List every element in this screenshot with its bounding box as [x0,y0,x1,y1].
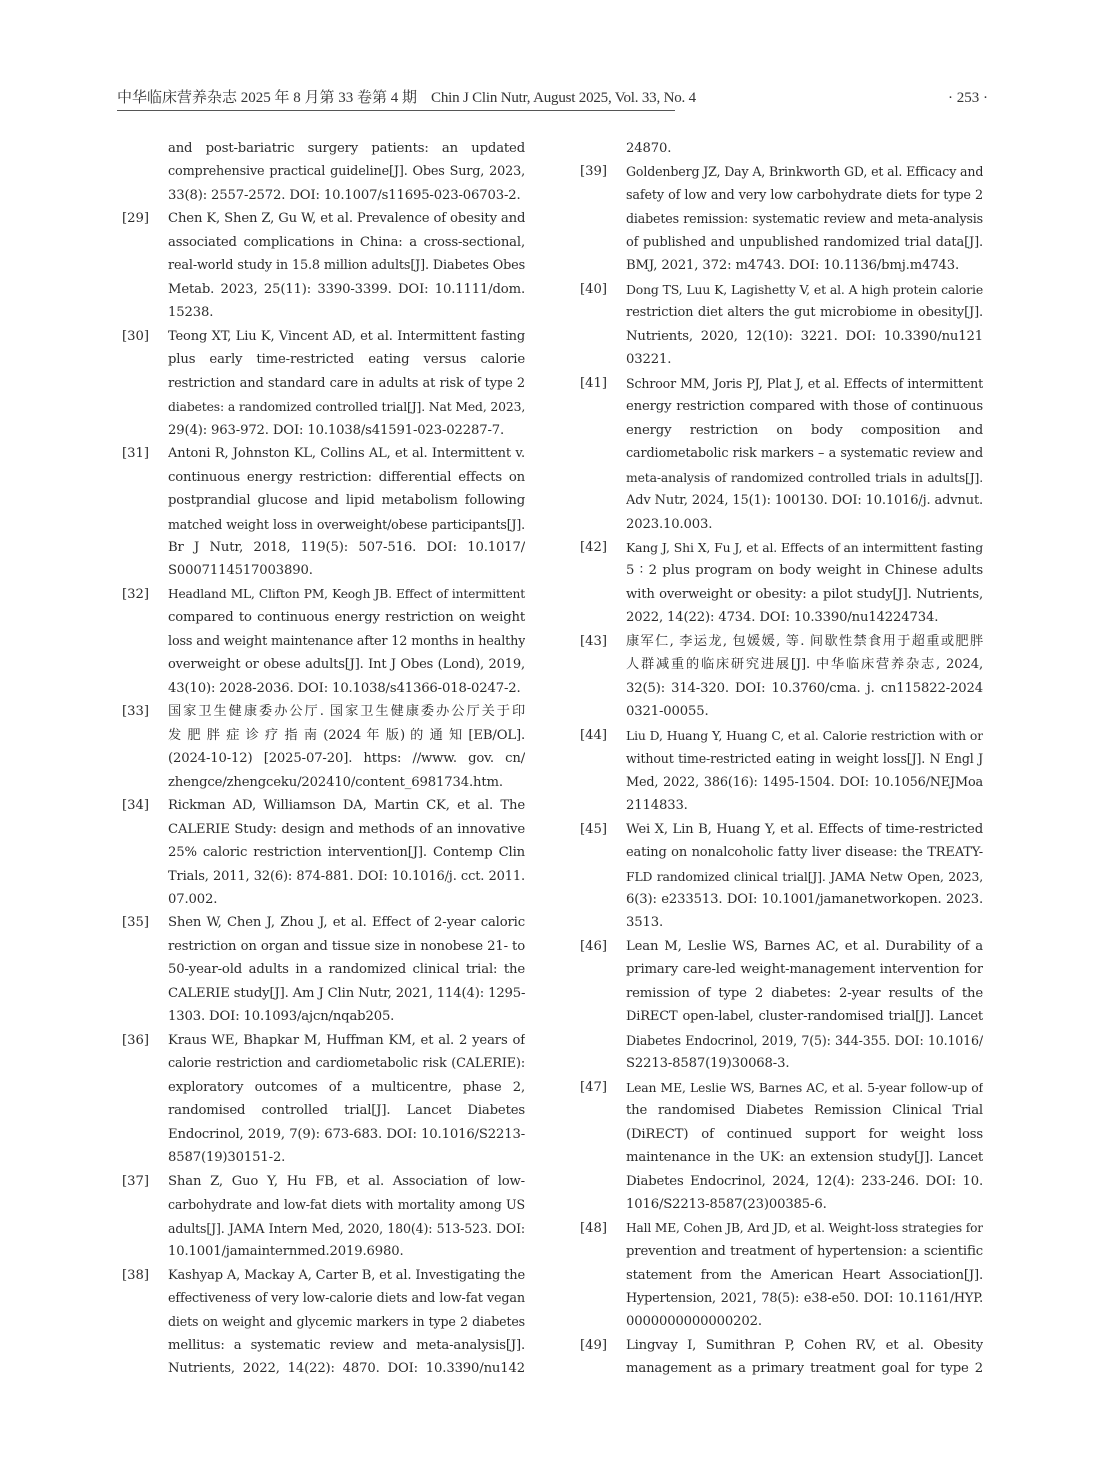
reference-text [168,911,525,1028]
reference-line: mellitus: a systematic review and meta-analysis[J]. [168,1337,525,1353]
reference-line: 3513. [626,915,664,931]
reference-text [626,372,983,536]
reference-entry [580,372,983,536]
reference-entry [580,1217,983,1334]
reference-entry [580,1334,983,1381]
reference-line: remission of type 2 diabetes: 2-year results of the [626,985,983,1001]
reference-text [168,700,525,794]
reference-line: 康军仁, 李运龙, 包媛媛, 等. 间歇性禁食用于超重或肥胖 [626,633,983,649]
reference-line: overweight or obese adults[J]. Int J Obes (Lond), 2019, [168,657,525,673]
reference-entry [122,442,525,583]
reference-line: Headland ML, Clifton PM, Keogh JB. Effect of intermittent [168,586,525,601]
reference-number: [37] [122,1173,150,1189]
reference-line: Liu D, Huang Y, Huang C, et al. Calorie restriction with or [626,727,983,743]
reference-number: [35] [122,915,150,931]
reference-line: 10.1001/jamainternmed.2019.6980. [168,1244,404,1260]
reference-line: 发 肥 胖 症 诊 疗 指 南 (2024 年 版) 的 通 知 [EB/OL]. [168,727,525,743]
reference-line: S2213-8587(19)30068-3. [626,1056,790,1072]
reference-line: Dong TS, Luu K, Lagishetty V, et al. A high protein calorie [626,281,983,297]
reference-text [168,583,525,700]
reference-text [626,536,983,630]
reference-number: [34] [122,798,150,814]
reference-line: 8587(19)30151-2. [168,1150,286,1166]
reference-line: 2114833. [626,798,688,814]
reference-line: (DiRECT) of continued support for weight loss [626,1126,983,1142]
reference-line: 50-year-old adults in a randomized clinical trial: the [168,962,525,978]
reference-line: 25% caloric restriction intervention[J]. Contemp Clin [168,845,525,861]
reference-line: maintenance in the UK: an extension study[J]. Lancet [626,1150,983,1166]
reference-line: Goldenberg JZ, Day A, Brinkworth GD, et al. Efficacy and [626,164,983,180]
reference-line: Endocrinol, 2019, 7(9): 673-683. DOI: 10.1016/S2213- [168,1126,525,1142]
reference-line: matched weight loss in overweight/obese participants[J]. [168,516,525,532]
reference-entry [580,278,983,372]
reference-line: prevention and treatment of hypertension: a scientific [626,1244,983,1260]
reference-number: [44] [580,727,608,743]
reference-line: Teong XT, Liu K, Vincent AD, et al. Intermittent fasting [168,328,525,344]
reference-entry [580,137,983,160]
reference-entry [122,1029,525,1170]
reference-number: [46] [580,938,608,954]
reference-column-right [580,137,983,1381]
reference-line: 6(3): e233513. DOI: 10.1001/jamanetworkopen. 2023. [626,892,983,907]
reference-line: real-world study in 15.8 million adults[J]. Diabetes Obes [168,258,525,274]
reference-line: Antoni R, Johnston KL, Collins AL, et al. Intermittent v. [168,446,525,462]
reference-line: Rickman AD, Williamson DA, Martin CK, et al. The [168,798,525,814]
reference-entry [122,325,525,442]
reference-line: randomised controlled trial[J]. Lancet Diabetes [168,1103,525,1119]
reference-line: Hypertension, 2021, 78(5): e38-e50. DOI: 10.1161/HYP. [626,1290,983,1306]
reference-text [626,160,983,277]
reference-text [168,1170,525,1264]
reference-line: 43(10): 2028-2036. DOI: 10.1038/s41366-018-0247-2. [168,680,521,696]
reference-line: S0007114517003890. [168,563,313,579]
reference-line: 0000000000000202. [626,1314,762,1330]
reference-entry [122,700,525,794]
reference-line: meta-analysis of randomized controlled trials in adults[J]. [626,469,983,485]
reference-number: [33] [122,704,150,720]
reference-text [168,794,525,911]
reference-line: 33(8): 2557-2572. DOI: 10.1007/s11695-023-06703-2. [168,187,521,203]
reference-entry [580,724,983,818]
reference-line: energy restriction compared with those of continuous [626,399,983,415]
reference-line: eating on nonalcoholic fatty liver disease: the TREATY- [626,845,983,861]
reference-line: Trials, 2011, 32(6): 874-881. DOI: 10.1016/j. cct. 2011. [168,868,525,884]
reference-entry [122,137,525,207]
page-number: · 253 · [948,90,988,106]
reference-text [168,1029,525,1170]
reference-line: 24870. [626,141,672,156]
reference-entry [122,794,525,911]
reference-line: CALERIE Study: design and methods of an innovative [168,821,525,837]
reference-line: DiRECT open-label, cluster-randomised trial[J]. Lancet [626,1009,983,1025]
reference-line: Nutrients, 2020, 12(10): 3221. DOI: 10.3390/nu121 [626,328,983,344]
reference-number: [30] [122,328,150,344]
reference-line: effectiveness of very low-calorie diets and low-fat vegan [168,1290,525,1306]
reference-line: restriction diet alters the gut microbiome in obesity[J]. [626,305,983,321]
reference-line: and post-bariatric surgery patients: an updated [168,141,525,156]
reference-line: compared to continuous energy restriction on weight [168,610,525,626]
reference-line: 1016/S2213-8587(23)00385-6. [626,1197,827,1213]
reference-line: continuous energy restriction: differential effects on [168,469,525,485]
reference-line: Diabetes Endocrinol, 2019, 7(5): 344-355. DOI: 10.1016/ [626,1032,983,1048]
reference-line: 07.002. [168,892,218,907]
reference-text [626,1076,983,1217]
reference-text [626,935,983,1076]
reference-entry [122,583,525,700]
reference-line: Kashyap A, Mackay A, Carter B, et al. Investigating the [168,1267,525,1283]
reference-text [626,630,983,724]
reference-number: [36] [122,1032,150,1048]
reference-line: the randomised Diabetes Remission Clinical Trial [626,1103,983,1119]
reference-line: of published and unpublished randomized trial data[J]. [626,234,983,250]
reference-entry [580,935,983,1076]
reference-text [168,442,525,583]
reference-text [626,278,983,372]
reference-line: diabetes: a randomized controlled trial[J]. Nat Med, 2023, [168,399,525,415]
reference-line: FLD randomized clinical trial[J]. JAMA Netw Open, 2023, [626,868,983,884]
reference-line: restriction on organ and tissue size in nonobese 21- to [168,938,525,954]
reference-entry [580,1076,983,1217]
reference-line: with overweight or obesity: a pilot study[J]. Nutrients, [626,586,983,602]
reference-number: [49] [580,1337,608,1353]
reference-line: 15238. [168,305,214,321]
reference-line: zhengce/zhengceku/202410/content_6981734.htm. [168,774,503,790]
reference-line: safety of low and very low carbohydrate diets for type 2 [626,187,983,203]
reference-text [626,724,983,818]
reference-line: carbohydrate and low-fat diets with mortality among US [168,1197,525,1213]
running-header [117,88,696,111]
reference-entry [580,536,983,630]
reference-line: calorie restriction and cardiometabolic risk (CALERIE): [168,1056,525,1072]
reference-line: Adv Nutr, 2024, 15(1): 100130. DOI: 10.1016/j. advnut. [626,493,983,509]
reference-number: [38] [122,1267,150,1283]
reference-line: statement from the American Heart Association[J]. [626,1267,983,1283]
reference-line: 国家卫生健康委办公厅. 国家卫生健康委办公厅关于印 [168,704,525,720]
reference-line: Br J Nutr, 2018, 119(5): 507-516. DOI: 10.1017/ [168,539,525,555]
reference-line: restriction and standard care in adults at risk of type 2 [168,375,525,391]
reference-line: primary care-led weight-management intervention for [626,962,983,978]
reference-line: Chen K, Shen Z, Gu W, et al. Prevalence of obesity and [168,211,525,227]
reference-text [626,137,983,160]
reference-text [168,207,525,324]
reference-line: Lean ME, Leslie WS, Barnes AC, et al. 5-year follow-up of [626,1079,983,1095]
reference-number: [41] [580,375,608,391]
reference-line: Nutrients, 2022, 14(22): 4870. DOI: 10.3390/nu142 [168,1361,525,1377]
reference-text [626,1334,983,1381]
reference-line: Shen W, Chen J, Zhou J, et al. Effect of 2-year caloric [168,915,525,931]
reference-text [626,1217,983,1334]
reference-number: [39] [580,164,608,180]
reference-line: Metab. 2023, 25(11): 3390-3399. DOI: 10.1111/dom. [168,281,525,297]
reference-entry [580,160,983,277]
reference-number: [48] [580,1220,608,1236]
reference-line: (2024-10-12) [2025-07-20]. https: //www. gov. cn/ [168,751,525,767]
reference-line: 2022, 14(22): 4734. DOI: 10.3390/nu14224734. [626,610,939,626]
reference-entry [122,1264,525,1381]
reference-number: [42] [580,539,608,555]
reference-entry [122,911,525,1028]
reference-entry [580,818,983,935]
journal-title-en: Chin J Clin Nutr, August 2025, Vol. 33, No. 4 [431,90,696,106]
reference-line: 1303. DOI: 10.1093/ajcn/nqab205. [168,1009,395,1025]
reference-line: 29(4): 963-972. DOI: 10.1038/s41591-023-02287-7. [168,422,505,438]
reference-line: cardiometabolic risk markers – a systematic review and [626,446,983,462]
reference-line: 2023.10.003. [626,516,713,532]
reference-number: [45] [580,821,608,837]
reference-line: 0321-00055. [626,704,709,720]
reference-line: diabetes remission: systematic review and meta-analysis [626,211,983,227]
reference-line: Lingvay I, Sumithran P, Cohen RV, et al. Obesity [626,1337,983,1353]
reference-line: 03221. [626,352,672,368]
reference-entry [580,630,983,724]
reference-line: Lean M, Leslie WS, Barnes AC, et al. Durability of a [626,938,983,954]
reference-number: [32] [122,586,150,602]
reference-line: exploratory outcomes of a multicentre, phase 2, [168,1079,525,1095]
reference-number: [31] [122,446,150,462]
reference-line: diets on weight and glycemic markers in type 2 diabetes [168,1314,525,1330]
reference-line: plus early time-restricted eating versus calorie [168,352,525,368]
reference-line: CALERIE study[J]. Am J Clin Nutr, 2021, 114(4): 1295- [168,985,525,1001]
reference-line: BMJ, 2021, 372: m4743. DOI: 10.1136/bmj.m4743. [626,258,960,274]
reference-column-left [122,137,525,1381]
reference-line: without time-restricted eating in weight loss[J]. N Engl J [626,751,983,767]
reference-line: energy restriction on body composition and [626,422,983,438]
reference-number: [47] [580,1079,608,1095]
reference-line: 5 ∶ 2 plus program on body weight in Chinese adults [626,563,983,579]
reference-line: associated complications in China: a cross-sectional, [168,234,525,250]
reference-text [168,1264,525,1381]
reference-line: management as a primary treatment goal for type 2 [626,1361,983,1377]
reference-line: Diabetes Endocrinol, 2024, 12(4): 233-246. DOI: 10. [626,1173,983,1189]
reference-text [168,137,525,207]
reference-line: 32(5): 314-320. DOI: 10.3760/cma. j. cn115822-2024 [626,680,983,696]
reference-line: Schroor MM, Joris PJ, Plat J, et al. Effects of intermittent [626,375,983,391]
reference-line: Kraus WE, Bhapkar M, Huffman KM, et al. 2 years of [168,1032,525,1048]
reference-entry [122,207,525,324]
reference-line: Hall ME, Cohen JB, Ard JD, et al. Weight-loss strategies for [626,1220,983,1235]
reference-text [168,325,525,442]
reference-number: [40] [580,281,608,297]
reference-line: adults[J]. JAMA Intern Med, 2020, 180(4): 513-523. DOI: [168,1220,525,1236]
reference-line: comprehensive practical guideline[J]. Obes Surg, 2023, [168,164,525,180]
journal-title-cn: 中华临床营养杂志 2025 年 8 月第 33 卷第 4 期 [117,90,418,106]
reference-line: Wei X, Lin B, Huang Y, et al. Effects of time-restricted [626,821,983,837]
reference-text [626,818,983,935]
reference-line: Kang J, Shi X, Fu J, et al. Effects of an intermittent fasting [626,539,983,555]
reference-line: loss and weight maintenance after 12 months in healthy [168,633,525,649]
reference-number: [43] [580,633,608,649]
reference-line: Med, 2022, 386(16): 1495-1504. DOI: 10.1056/NEJMoa [626,774,983,790]
reference-line: 人群减重的临床研究进展[J]. 中华临床营养杂志, 2024, [626,657,983,673]
reference-line: Shan Z, Guo Y, Hu FB, et al. Association of low- [168,1173,525,1189]
reference-line: postprandial glucose and lipid metabolism following [168,493,525,509]
reference-entry [122,1170,525,1264]
reference-number: [29] [122,211,150,227]
